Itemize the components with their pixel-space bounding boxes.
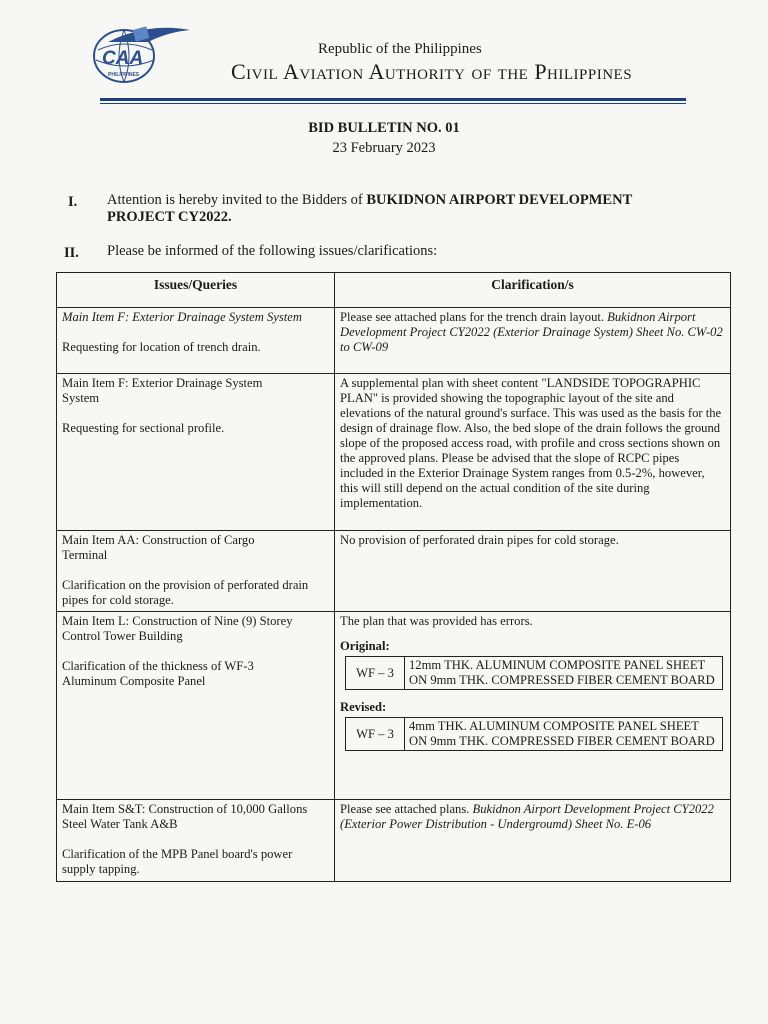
section-ii-number: II. [64,245,79,261]
issue-title: Main Item F: Exterior Drainage System System [62,376,263,405]
section-i-project-line2: PROJECT CY2022. [107,209,232,225]
clarification-text: A supplemental plan with sheet content "LANDSIDE TOPOGRAPHIC PLAN" is provided showing the topographic layout of the site and elevations of the natural ground's surface. This was used as the basis for the design of drainage flow. Also, the bed slope of the drain follows the ground slope of the proposed access road, with profile and cross sections shown on the approved plans. Please be advised that the slope of RCPC pipes included in the Exterior Drainage System ranges from 0.5-2%, however, this will still depend on the actual condition of the site during implementation. [340,376,722,510]
section-i-project-line1: BUKIDNON AIRPORT DEVELOPMENT [366,192,633,208]
table-row [57,612,731,800]
clarification-cell [335,308,731,374]
issue-text: Clarification of the MPB Panel board's power supply tapping. [62,847,293,876]
issue-cell [57,308,335,374]
table-row [57,531,731,612]
section-i-text [107,192,707,226]
original-spec-code: WF – 3 [346,657,405,690]
issue-text: Clarification on the provision of perforated drain pipes for cold storage. [62,578,309,607]
section-i-intro: Attention is hereby invited to the Bidders of [107,192,367,208]
header-republic: Republic of the Philippines [318,41,482,57]
table-row [57,374,731,531]
logo-subtext: PHILIPPINES [108,72,140,78]
table-row [57,308,731,374]
clarification-cell [335,612,731,800]
original-spec-description: 12mm THK. ALUMINUM COMPOSITE PANEL SHEET ON 9mm THK. COMPRESSED FIBER CEMENT BOARD [405,657,723,690]
column-header-issues: Issues/Queries [57,273,335,308]
revised-spec-table [345,717,723,751]
caa-logo [78,20,196,86]
original-spec-table [345,656,723,690]
column-header-clarifications: Clarification/s [335,273,731,308]
clarification-text: Please see attached plans for the trench drain layout. [340,310,608,324]
clarification-cell [335,800,731,882]
clarification-text: The plan that was provided has errors. [340,614,533,628]
issue-cell [57,800,335,882]
issue-cell [57,612,335,800]
section-i-number: I. [68,194,78,210]
header-rule-thick [100,98,686,101]
clarification-text: No provision of perforated drain pipes for cold storage. [340,533,619,547]
issue-title: Main Item AA: Construction of Cargo Terminal [62,533,255,562]
clarification-reference: Bukidnon Airport Development Project CY2022 (Exterior Drainage System) Sheet No. CW-02 to CW-09 [340,310,723,354]
clarification-reference: Bukidnon Airport Development Project CY2022 (Exterior Power Distribution - Undergroumd) Sheet No. E-06 [340,802,714,831]
bulletin-date: 23 February 2023 [332,140,436,156]
issue-title: Main Item S&T: Construction of 10,000 Gallons Steel Water Tank A&B [62,802,308,831]
issue-cell [57,374,335,531]
issue-text: Clarification of the thickness of WF-3 Aluminum Composite Panel [62,659,254,688]
clarification-text: Please see attached plans. [340,802,473,816]
clarification-cell [335,531,731,612]
revised-spec-description: 4mm THK. ALUMINUM COMPOSITE PANEL SHEET ON 9mm THK. COMPRESSED FIBER CEMENT BOARD [405,718,723,751]
issue-title: Main Item L: Construction of Nine (9) Storey Control Tower Building [62,614,293,643]
clarification-cell [335,374,731,531]
original-label: Original: [340,639,390,653]
issues-table [56,272,731,882]
table-header-row [57,273,731,308]
section-ii-text: Please be informed of the following issues/clarifications: [107,243,438,259]
issue-cell [57,531,335,612]
bulletin-title: BID BULLETIN NO. 01 [308,120,460,136]
table-row [57,800,731,882]
revised-label: Revised: [340,700,387,714]
header-agency-name: Civil Aviation Authority of the Philippines [231,59,633,84]
revised-spec-code: WF – 3 [346,718,405,751]
issue-text: Requesting for location of trench drain. [62,340,261,354]
header-rule-thin [100,103,686,104]
issue-title: Main Item F: Exterior Drainage System System [62,310,302,324]
logo-text: CAA [102,48,144,69]
issue-text: Requesting for sectional profile. [62,421,225,435]
